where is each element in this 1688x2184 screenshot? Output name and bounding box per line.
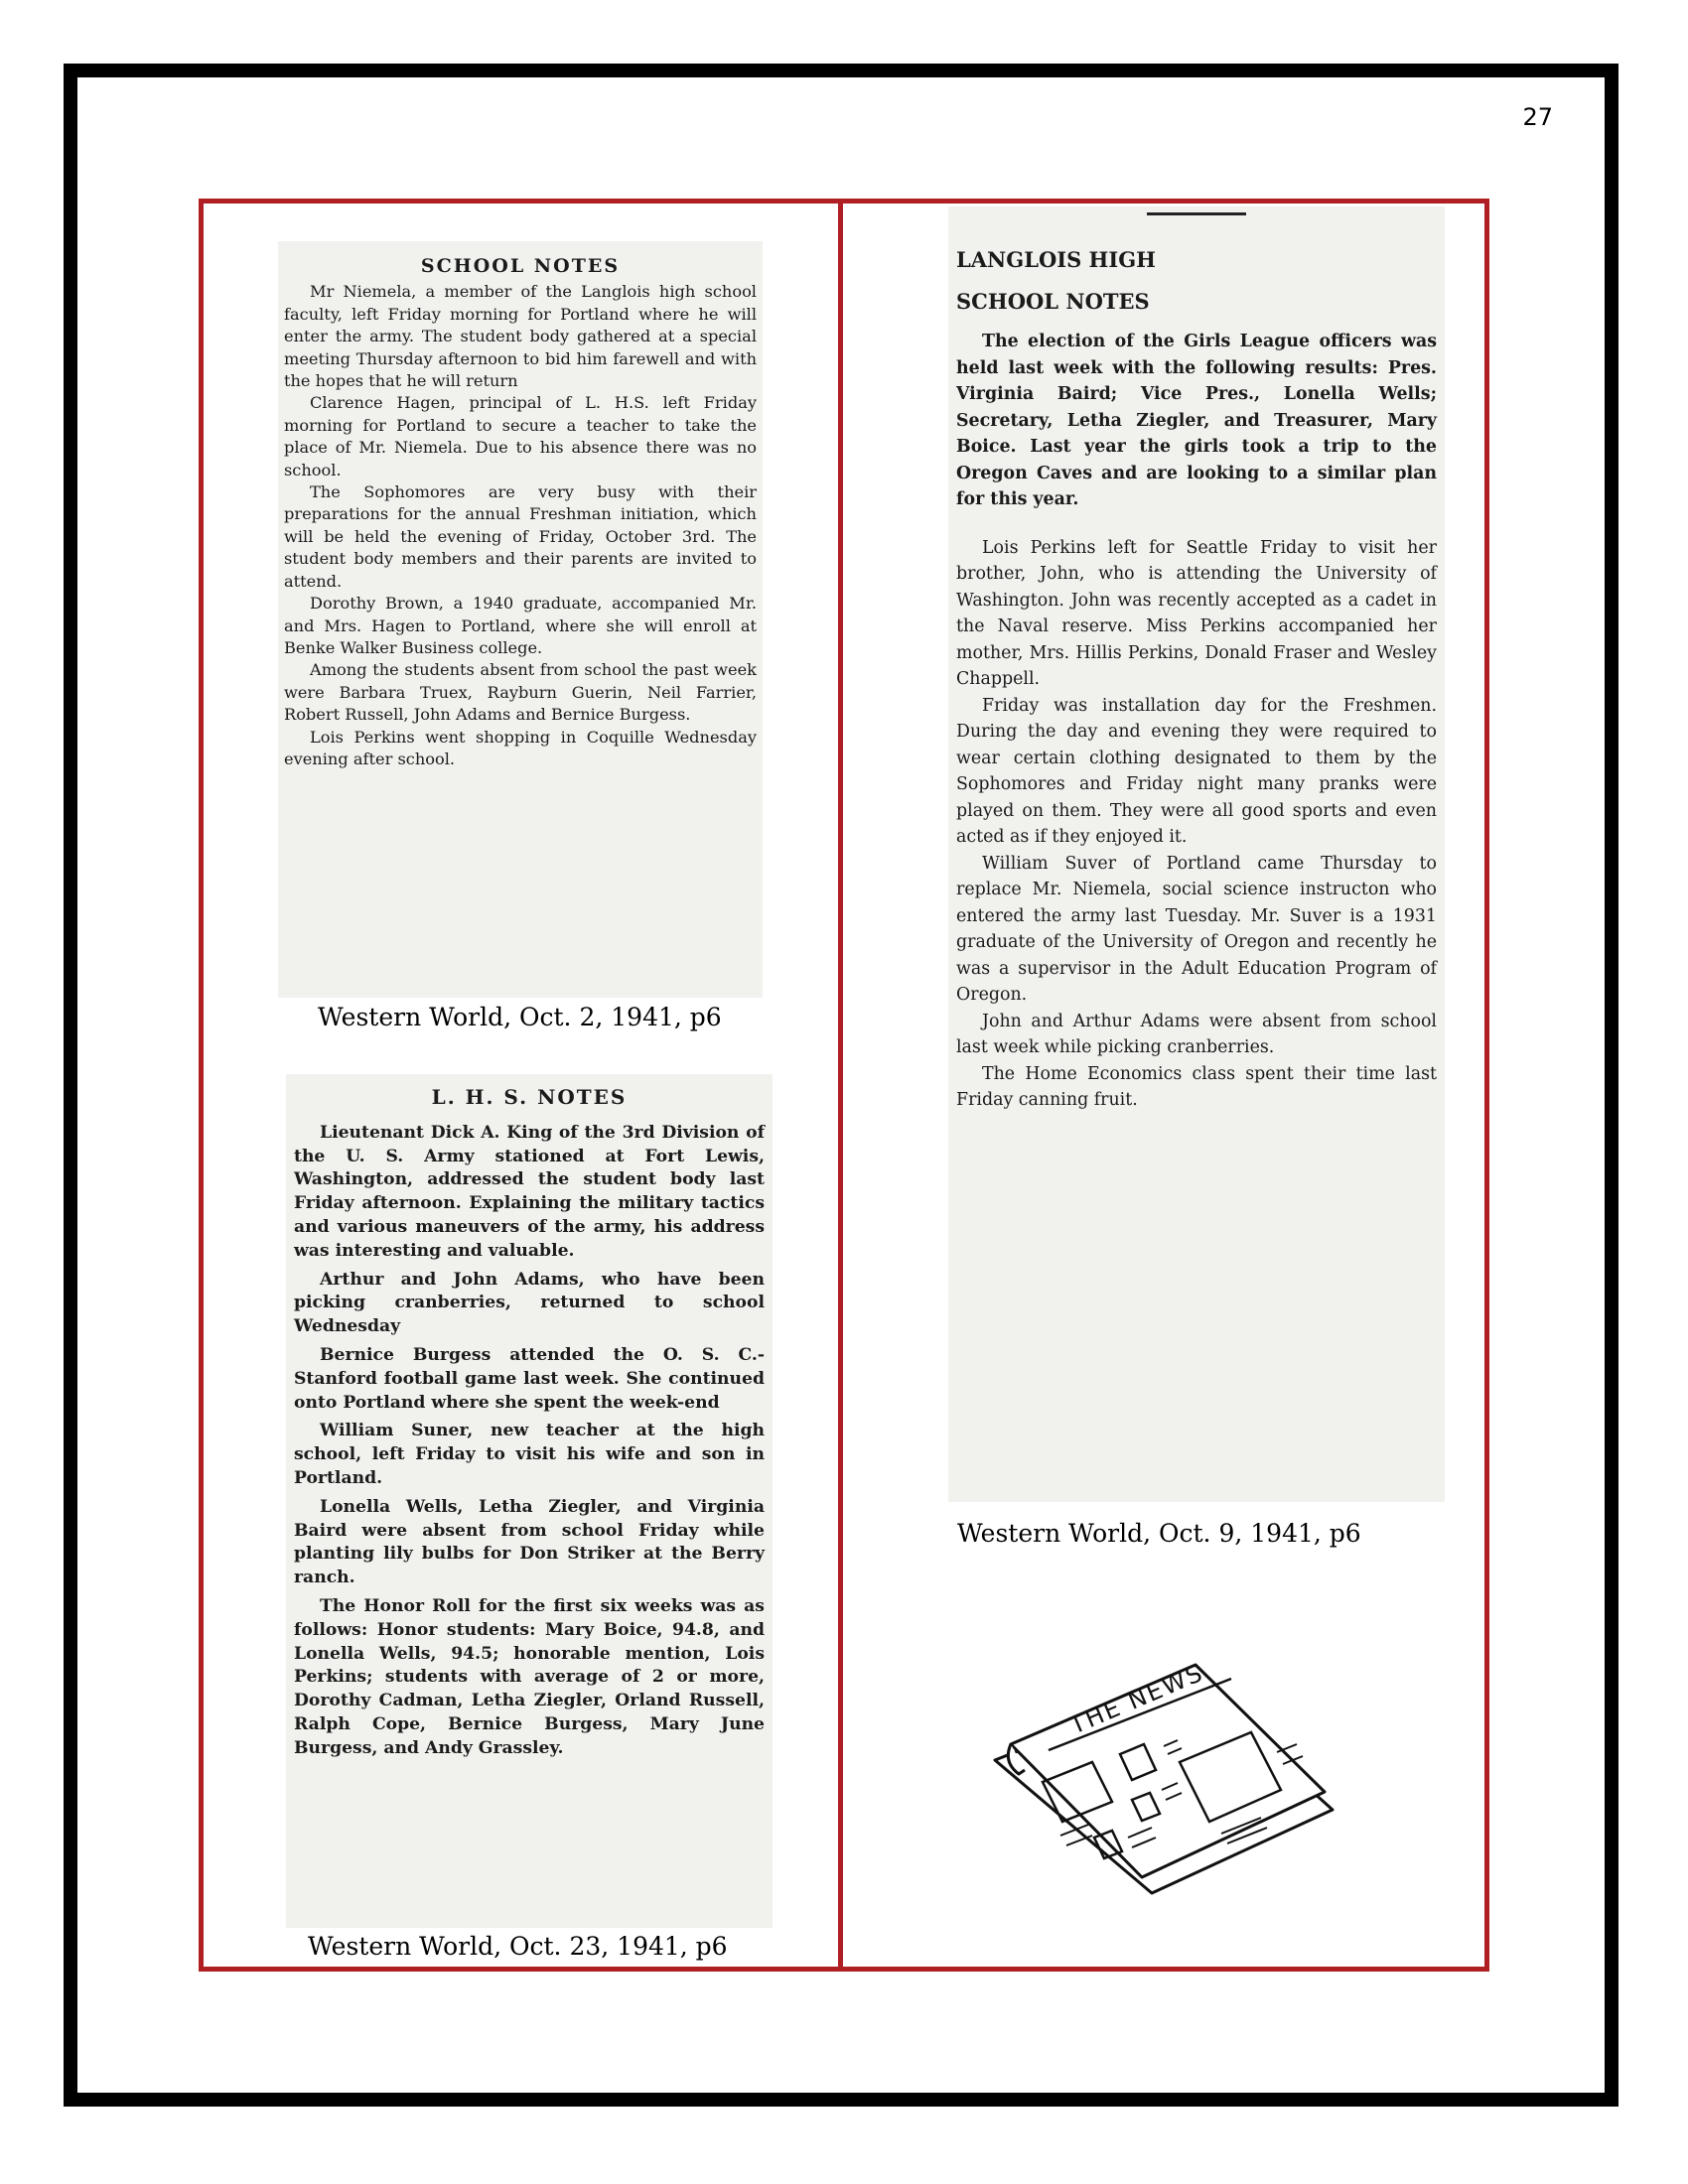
clipping-paragraph: The Sophomores are very busy with their preparations for the annual Freshman initiation, which will be held the evening of Friday, October 3rd. The student body members and their parents are invited to attend. (284, 482, 757, 591)
clipping-paragraph: The Home Economics class spent their time last Friday canning fruit. (956, 1063, 1437, 1110)
clipping-paragraph: Among the students absent from school the past week were Barbara Truex, Rayburn Guerin, Neil Farrier, Robert Russell, John Adams and Bernice Burgess. (284, 660, 757, 725)
clipping-paragraph: Lieutenant Dick A. King of the 3rd Division of the U. S. Army stationed at Fort Lewis, Washington, addressed the student body last Friday afternoon. Explaining the military tactics and various maneuvers of the army, his address was interesting and valuable. (294, 1122, 765, 1261)
clipping-paragraph: The Honor Roll for the first six weeks was as follows: Honor students: Mary Boice, 94.8, and Lonella Wells, 94.5; honorable mention, Lois Perkins; students with average of 2 or more, Dorothy Cadman, Letha Ziegler, Orland Russell, Ralph Cope, Bernice Burgess, Mary June Burgess, and Andy Grassley. (294, 1595, 765, 1758)
clipping-langlois-high-school-notes (948, 206, 1445, 1502)
column-divider (838, 199, 843, 1972)
column-rule (1147, 212, 1246, 215)
clipping-paragraph: John and Arthur Adams were absent from school last week while picking cranberries. (956, 1011, 1437, 1057)
clipping-paragraph: The election of the Girls League officers was held last week with the following results: Pres. Virginia Baird; Vice Pres., Lonella Wells; Secretary, Letha Ziegler, and Treasurer, Mary Boice. Last year the girls took a trip to the Oregon Caves and are looking to a similar plan for this year. (956, 332, 1437, 509)
clipping-paragraph: Dorothy Brown, a 1940 graduate, accompanied Mr. and Mrs. Hagen to Portland, where she will enroll at Benke Walker Business college. (284, 594, 757, 657)
clipping-paragraph: Clarence Hagen, principal of L. H.S. left Friday morning for Portland to secure a teacher to take the place of Mr. Niemela. Due to his absence there was no school. (284, 393, 757, 479)
clipping-heading: SCHOOL NOTES (420, 255, 621, 277)
clipping-lhs-notes (286, 1074, 773, 1928)
clipping-heading: L. H. S. NOTES (431, 1085, 628, 1109)
clip-seam (956, 513, 1437, 535)
clipping-paragraph: William Suner, new teacher at the high school, left Friday to visit his wife and son in Portland. (294, 1421, 765, 1488)
page-number: 27 (1522, 103, 1553, 131)
clipping-caption: Western World, Oct. 23, 1941, p6 (308, 1932, 728, 1961)
clipping-heading: LANGLOIS HIGH (956, 247, 1156, 272)
clipping-paragraph: William Suver of Portland came Thursday to replace Mr. Niemela, social science instructon who entered the army last Tuesday. Mr. Suver is a 1931 graduate of the University of Oregon and recently he was a supervisor in the Adult Education Program of Oregon. (956, 853, 1437, 1005)
clipping-paragraph: Friday was installation day for the Freshmen. During the day and evening they were required to wear certain clothing designated to them by the Sophomores and Friday night many pranks were played on them. They were all good sports and even acted as if they enjoyed it. (956, 695, 1437, 847)
clipping-paragraph: Lois Perkins left for Seattle Friday to visit her brother, John, who is attending the University of Washington. John was recently accepted as a cadet in the Naval reserve. Miss Perkins accompanied her mother, Mrs. Hillis Perkins, Donald Fraser and Wesley Chappell. (956, 537, 1437, 689)
clipping-paragraph: Arthur and John Adams, who have been picking cranberries, returned to school Wednesday (294, 1269, 765, 1337)
clipping-subheading: SCHOOL NOTES (956, 289, 1150, 314)
clipping-paragraph: Lonella Wells, Letha Ziegler, and Virginia Baird were absent from school Friday while planting lily bulbs for Don Striker at the Berry ranch. (294, 1496, 765, 1588)
clipping-paragraph: Lois Perkins went shopping in Coquille Wednesday evening after school. (284, 727, 757, 768)
clipping-caption: Western World, Oct. 9, 1941, p6 (957, 1519, 1361, 1548)
clipping-school-notes (278, 241, 763, 998)
newspaper-icon (983, 1643, 1340, 1901)
illustration-banner: THE NEWS (1065, 1658, 1208, 1740)
clipping-paragraph: Mr Niemela, a member of the Langlois high school faculty, left Friday morning for Portland where he will enter the army. The student body gathered at a special meeting Thursday afternoon to bid him farewell and with the hopes that he will return (284, 282, 757, 391)
clipping-paragraph: Bernice Burgess attended the O. S. C.-Stanford football game last week. She continued onto Portland where she spent the week-end (294, 1344, 765, 1413)
clipping-caption: Western World, Oct. 2, 1941, p6 (318, 1003, 722, 1031)
